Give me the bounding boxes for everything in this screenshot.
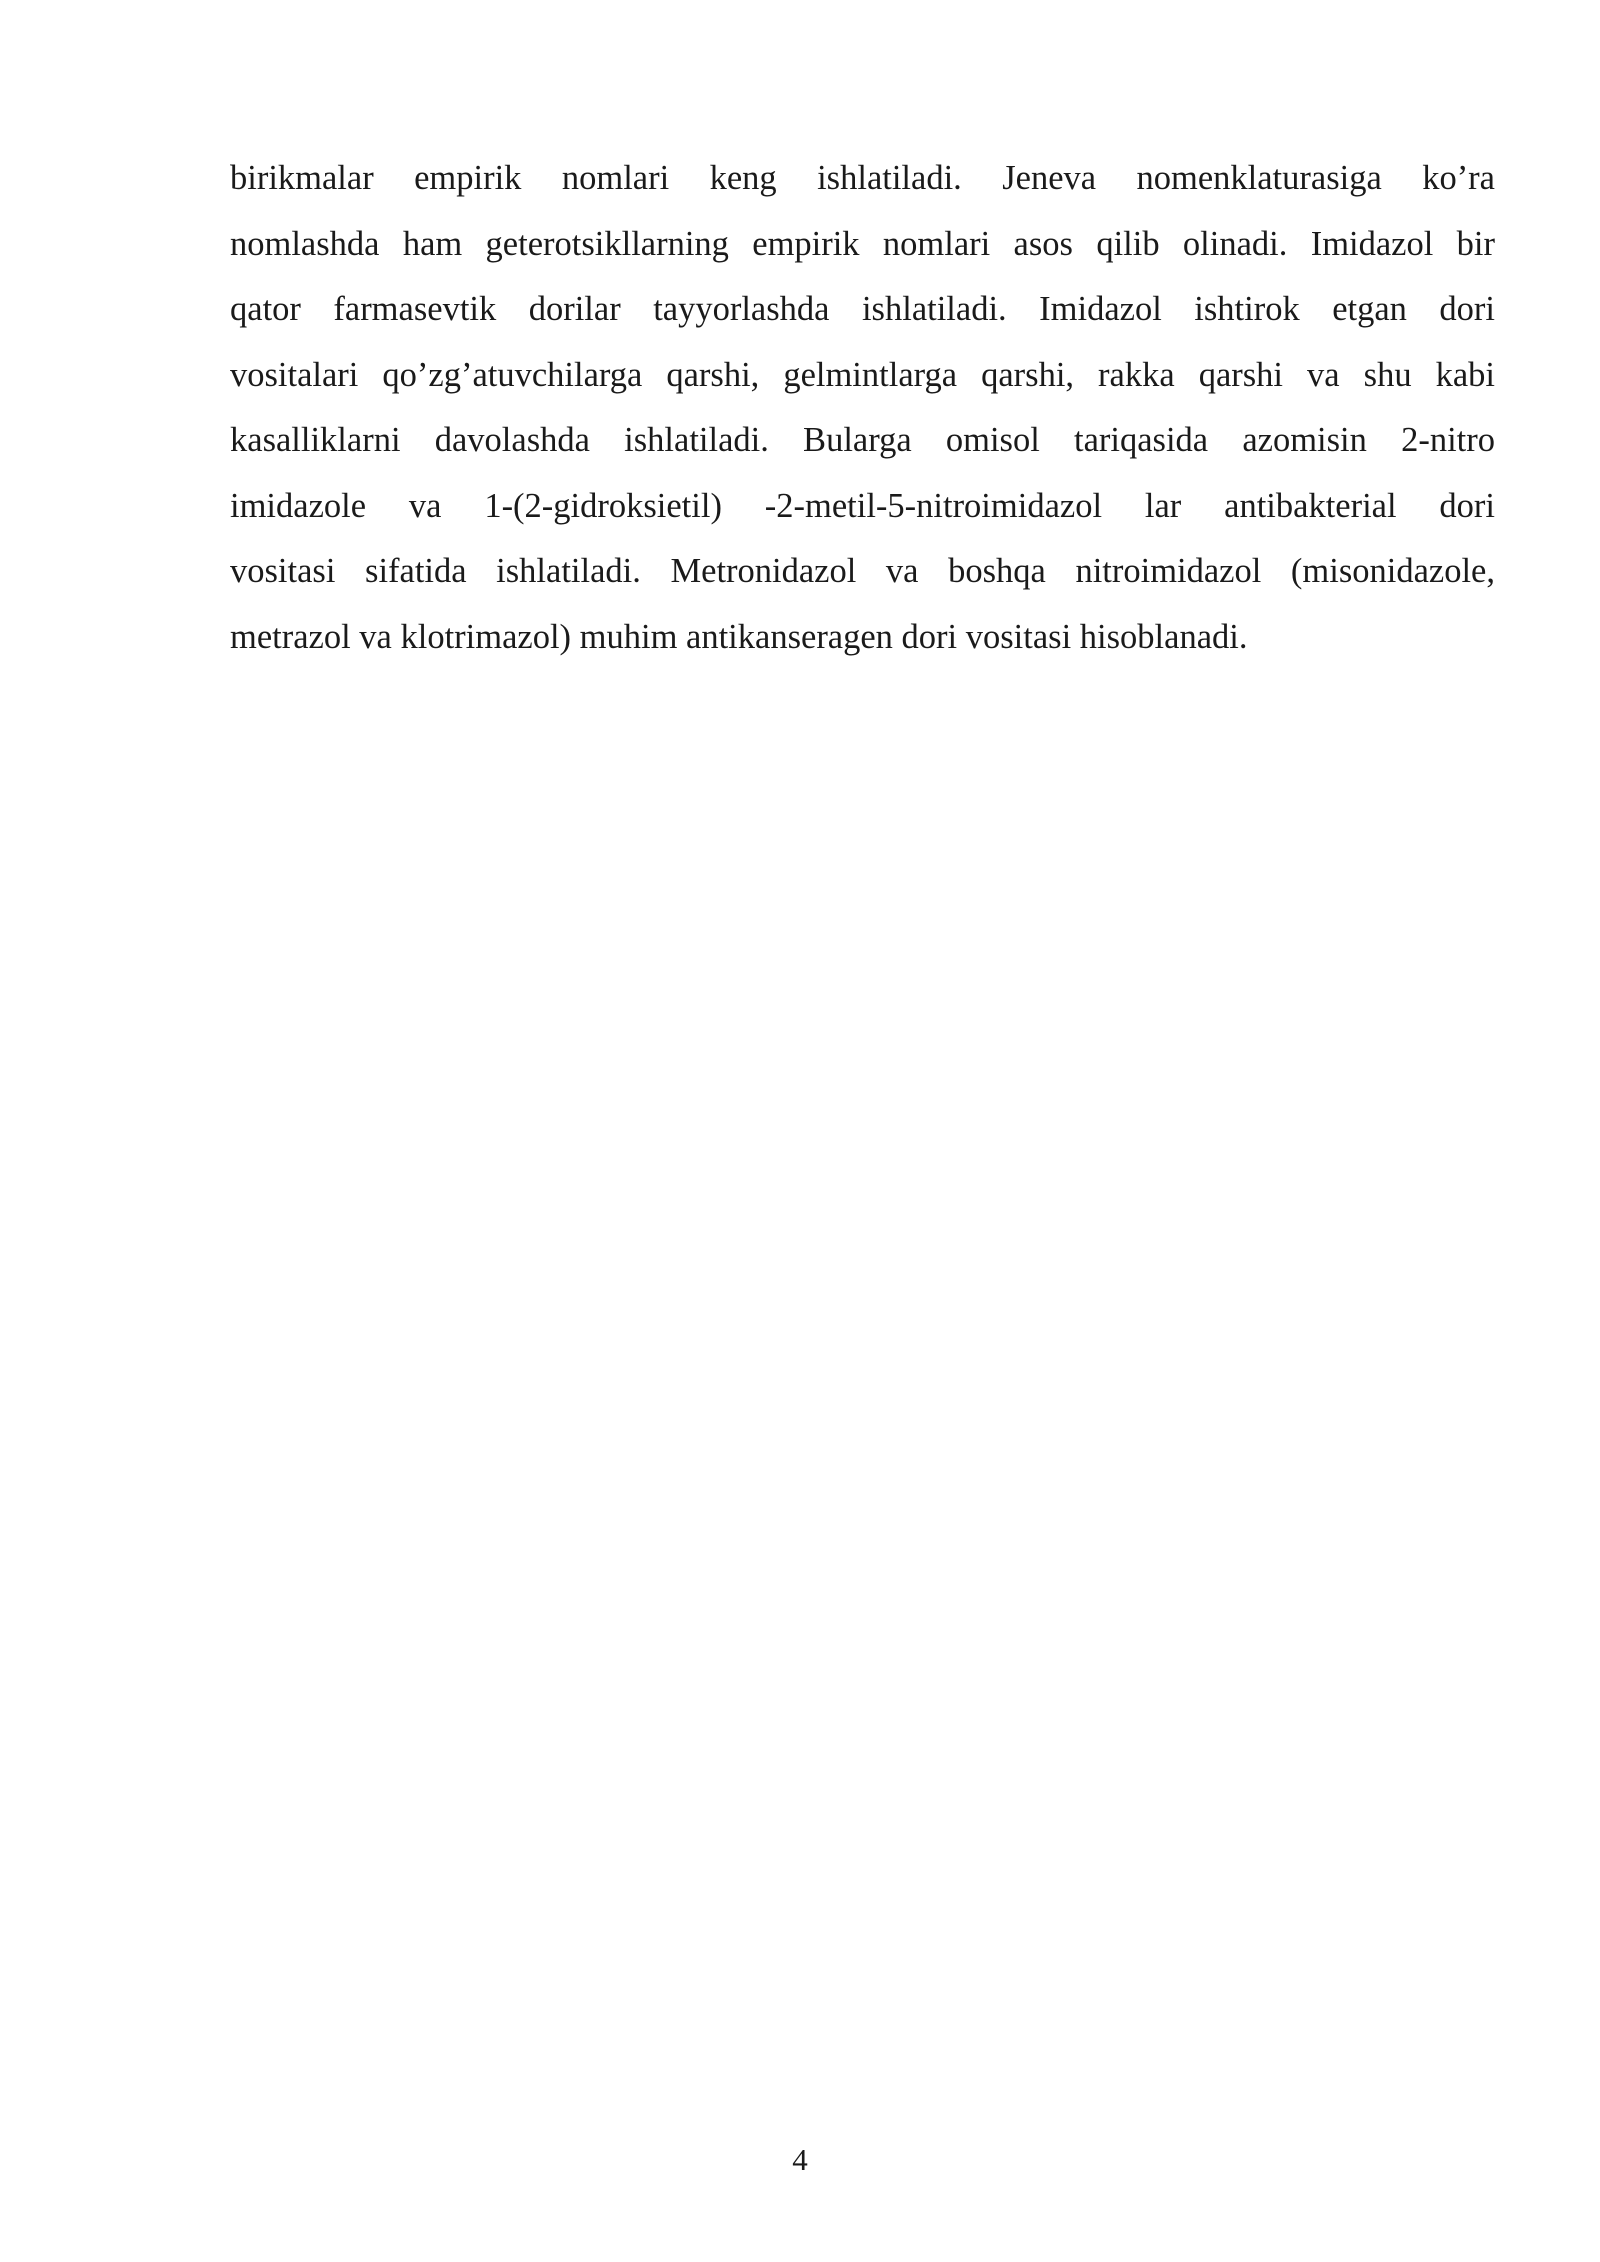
paragraph-line: metrazol va klotrimazol) muhim antikanseragen dori vositasi hisoblanadi. <box>230 617 1248 656</box>
body-paragraph <box>230 146 1495 670</box>
paragraph-line: birikmalar empirik nomlari keng ishlatiladi. Jeneva nomenklaturasiga ko’ra <box>230 159 1495 197</box>
paragraph-line: imidazole va 1-(2-gidroksietil) -2-metil-5-nitroimidazol lar antibakterial dori <box>230 486 1495 525</box>
paragraph-line: kasalliklarni davolashda ishlatiladi. Bularga omisol tariqasida azomisin 2-nitro <box>230 421 1495 459</box>
page-number: 4 <box>792 2142 808 2177</box>
paragraph-line: vositalari qo’zg’atuvchilarga qarshi, gelmintlarga qarshi, rakka qarshi va shu kabi <box>230 355 1495 394</box>
paragraph-line: vositasi sifatida ishlatiladi. Metronidazol va boshqa nitroimidazol (misonidazole, <box>230 552 1495 590</box>
paragraph-line: qator farmasevtik dorilar tayyorlashda ishlatiladi. Imidazol ishtirok etgan dori <box>230 290 1495 328</box>
paragraph-line: nomlashda ham geterotsikllarning empirik nomlari asos qilib olinadi. Imidazol bir <box>230 224 1495 263</box>
